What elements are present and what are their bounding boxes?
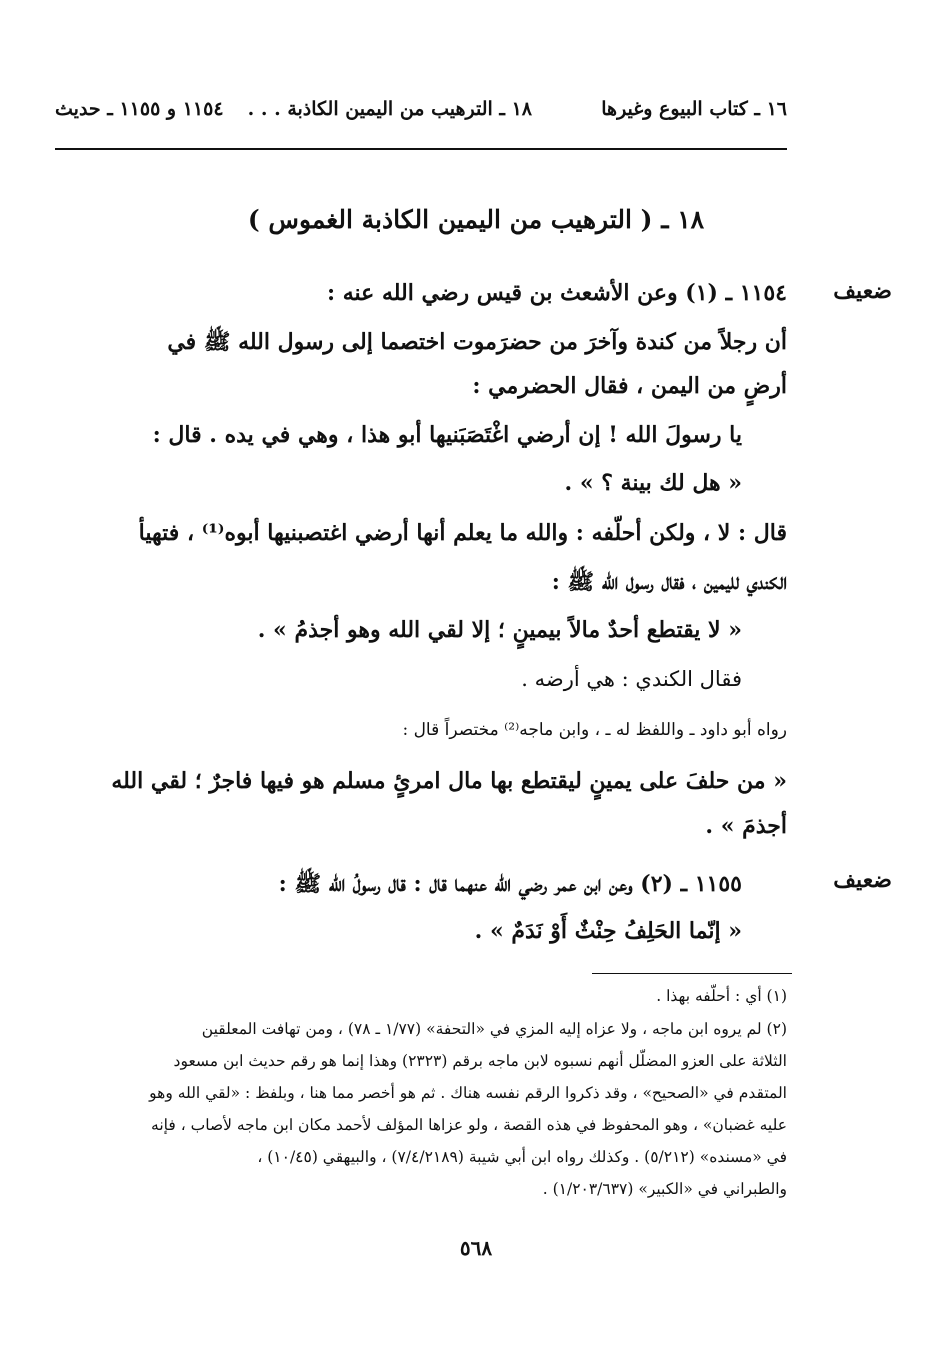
footnote-rule xyxy=(592,973,792,974)
header-section: ١٨ ـ الترهيب من اليمين الكاذبة . . . xyxy=(247,98,532,120)
hadith-1154-line-1: ١١٥٤ ـ (١) وعن الأشعث بن قيس رضي الله عنه : xyxy=(326,280,787,306)
hadith-1155-line-2: « إنّما الحَلِفُ حِنْثٌ أَوْ نَدَمٌ » . xyxy=(474,918,742,944)
hadith-1154-grade: ضعيف xyxy=(833,278,892,304)
header-rule xyxy=(55,148,787,150)
page-number: ٥٦٨ xyxy=(459,1236,493,1260)
header-chapter: ١٦ ـ كتاب البيوع وغيرها xyxy=(601,98,787,120)
hadith-1154-line-10: رواه أبو داود ـ واللفظ له ـ ، وابن ماجه⁽²⁾ مختصراً قال : xyxy=(402,720,787,740)
hadith-1154-line-4: يا رسولَ الله ! إن أرضي اغْتَصَبَنيها أبو هذا ، وهي في يده . قال : xyxy=(152,422,742,448)
hadith-1154-line-2: أن رجلاً من كندة وآخرَ من حضرَموت اختصما إلى رسول الله ﷺ في xyxy=(167,329,787,355)
footnote-2-line-5: في «مسنده» (٥/٢١٢) . وكذلك رواه ابن أبي شيبة (٧/٤/٢١٨٩) ، والبيهقي (١٠/٤٥) ، xyxy=(257,1148,787,1166)
footnote-2-line-4: عليه غضبان» ، وهو المحفوظ في هذه القصة ، ولو عزاها المؤلف لأحمد مكان ابن ماجه لأصاب ، فإنه xyxy=(151,1116,787,1134)
hadith-1155-line-1: ١١٥٥ ـ (٢) وعن ابن عمر رضي الله عنهما قال : قال رسولُ الله ﷺ : xyxy=(278,871,742,897)
hadith-1154-line-12: أجذمَ » . xyxy=(705,813,787,839)
hadith-1155-grade: ضعيف xyxy=(833,867,892,893)
header-hadith-range: ١١٥٤ و ١١٥٥ ـ حديث xyxy=(55,98,224,120)
hadith-1154-line-9: فقال الكندي : هي أرضه . xyxy=(521,667,742,691)
footnote-1: (١) أي : أحلّفه بهذا . xyxy=(656,987,787,1005)
hadith-1154-line-11: « من حلفَ على يمينٍ ليقتطع بها مال امرئٍ مسلم هو فيها فاجرٌ ؛ لقي الله xyxy=(111,768,787,794)
hadith-1154-line-8: « لا يقتطع أحدٌ مالاً بيمينٍ ؛ إلا لقي الله وهو أجذمُ » . xyxy=(257,617,742,643)
footnote-2-line-2: الثلاثة على العزو المضلّل أنهم نسبوه لابن ماجه برقم (٢٣٢٣) وهذا إنما هو رقم حديث ابن مسعود xyxy=(173,1052,787,1070)
footnote-2-line-1: (٢) لم يروه ابن ماجه ، ولا عزاه إليه المزي في «التحفة» (١/٧٧ ـ ٧٨) ، ومن تهافت المعلقين xyxy=(201,1020,787,1038)
hadith-1154-line-6: قال : لا ، ولكن أحلّفه : والله ما يعلم أنها أرضي اغتصبنيها أبوه⁽¹⁾ ، فتهيأ xyxy=(138,520,787,546)
footnote-2-line-6: والطبراني في «الكبير» (١/٢٠٣/٦٣٧) . xyxy=(542,1180,787,1198)
hadith-1154-line-7: الكندي لليمين ، فقال رسول الله ﷺ : xyxy=(551,569,787,595)
section-title: ١٨ ـ ( الترهيب من اليمين الكاذبة الغموس ) xyxy=(247,205,705,234)
hadith-1154-line-3: أرضٍ من اليمن ، فقال الحضرمي : xyxy=(472,373,787,399)
hadith-1154-line-5: « هل لك بينة ؟ » . xyxy=(564,470,742,496)
running-header xyxy=(55,88,787,128)
footnote-2-line-3: المتقدم في «الصحيح» ، وقد ذكروا الرقم نفسه هناك . ثم هو أخصر مما هنا ، وبلفظ : «لقي الله وهو xyxy=(149,1084,787,1102)
